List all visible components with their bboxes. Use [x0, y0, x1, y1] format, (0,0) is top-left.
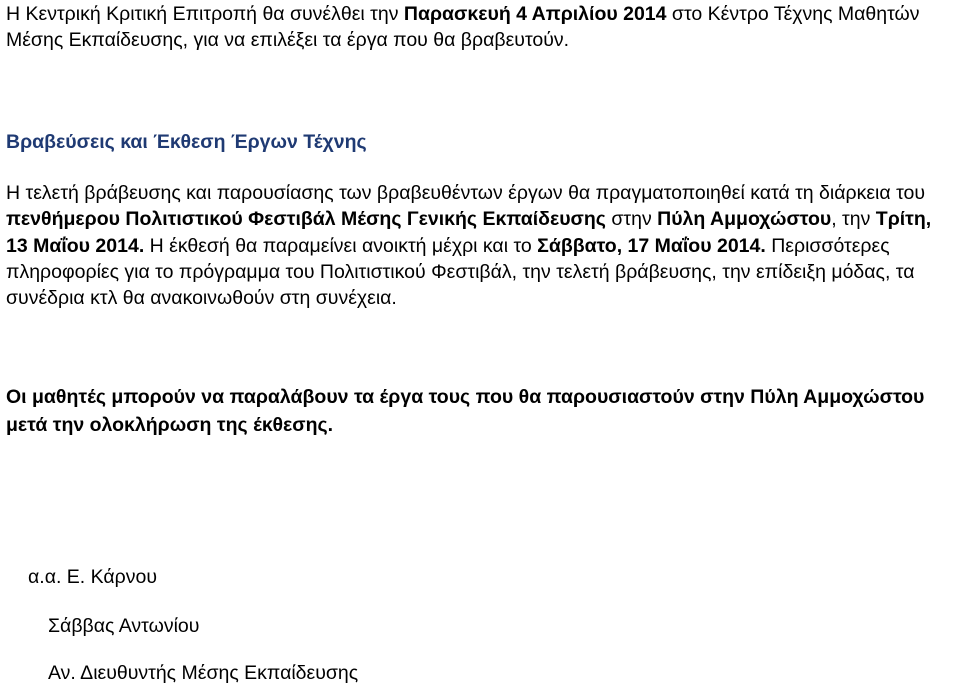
ceremony-text-1: Η τελετή βράβευσης και παρουσίασης των βραβευθέντων έργων θα πραγματοποιηθεί κατά τη διάρκεια του	[6, 182, 926, 204]
ceremony-end-date: Σάββατο, 17 Μαΐου 2014.	[537, 234, 766, 257]
ceremony-text-2: στην	[605, 208, 658, 231]
ceremony-venue: Πύλη Αμμοχώστου	[657, 208, 832, 231]
intro-text-1: Η Κεντρική Κριτική Επιτροπή θα συνέλθει την	[6, 3, 404, 25]
intro-text-2: στο Κέντρο Τέχνης Μαθητών Μέσης Εκπαίδευσης, για να επιλέξει τα έργα που θα βραβευτούν.	[6, 3, 920, 51]
signature-title: Αν. Διευθυντής Μέσης Εκπαίδευσης	[48, 662, 359, 684]
students-notice-text: Οι μαθητές μπορούν να παραλάβουν τα έργα τους που θα παρουσιαστούν στην Πύλη Αμμοχώστου μετά την ολοκλήρωση της έκθεσης.	[6, 386, 925, 436]
students-notice	[6, 383, 952, 439]
intro-paragraph	[6, 1, 952, 53]
intro-date: Παρασκευή 4 Απριλίου 2014	[403, 3, 667, 25]
signature-name: Σάββας Αντωνίου	[48, 615, 200, 637]
ceremony-text-4: Η έκθεσή θα παραμείνει ανοικτή μέχρι και το	[144, 234, 538, 257]
ceremony-text-5: Περισσότερες πληροφορίες για το πρόγραμμα του Πολιτιστικού Φεστιβάλ, την τελετή βράβευσης, την επίδειξη μόδας, τα συνέδρια κτλ θα ανακοινωθούν στη συνέχεια.	[6, 234, 915, 310]
ceremony-text-3: , την	[831, 208, 876, 231]
ceremony-festival: πενθήμερου Πολιτιστικού Φεστιβάλ Μέσης Γενικής Εκπαίδευσης	[6, 208, 606, 231]
ceremony-start-date: Τρίτη, 13 Μαΐου 2014.	[6, 208, 932, 257]
section-heading: Βραβεύσεις και Έκθεση Έργων Τέχνης	[6, 131, 367, 153]
signature-on-behalf: α.α. Ε. Κάρνου	[28, 566, 158, 588]
ceremony-paragraph	[6, 180, 952, 311]
